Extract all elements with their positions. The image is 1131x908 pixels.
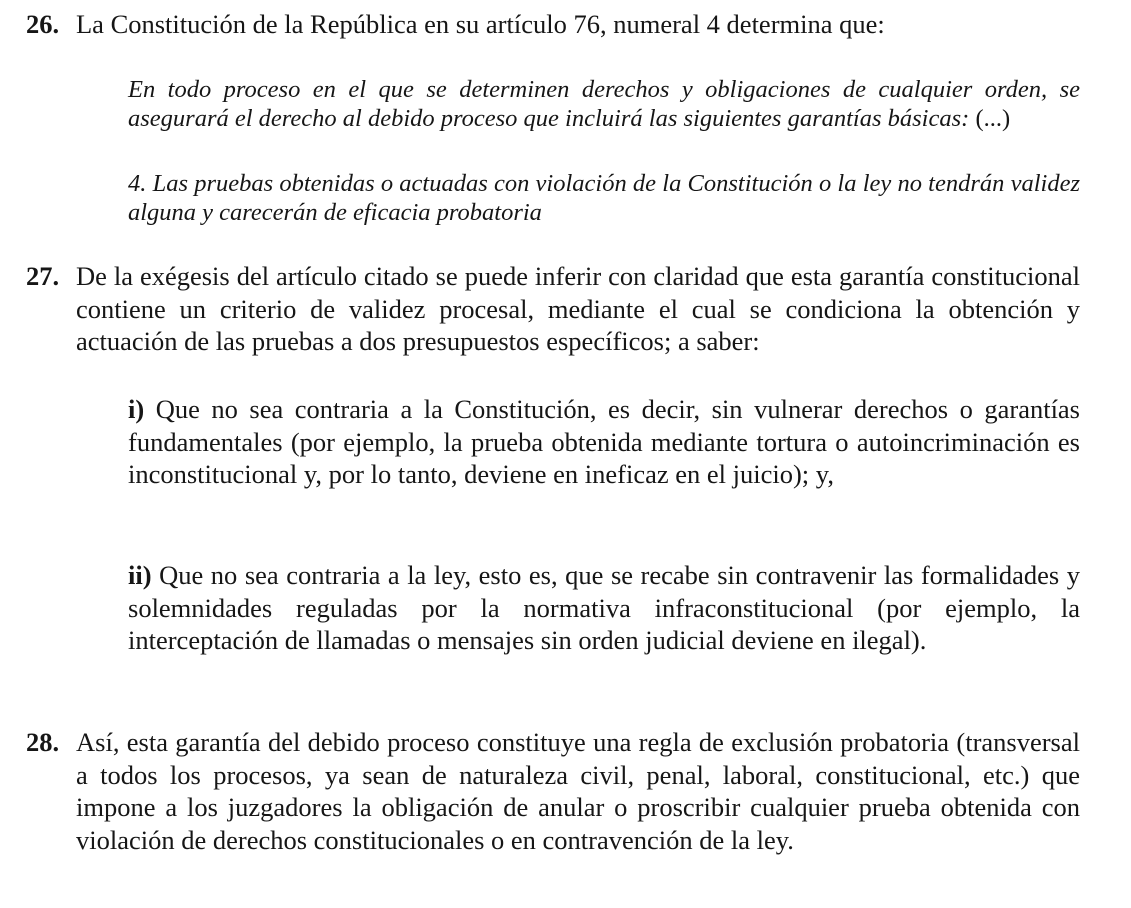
constitution-quote-numeral-4 (128, 170, 1080, 227)
paragraph-number: 26. (26, 9, 60, 39)
paragraph-text: De la exégesis del artículo citado se puede inferir con claridad que esta garantía constitucional contiene un criterio de validez procesal, mediante el cual se condiciona la obtención y actuación de las pruebas a dos presupuestos específicos; a saber: (76, 261, 1080, 356)
list-marker: i) (128, 394, 156, 424)
quote-text: En todo proceso en el que se determinen derechos y obligaciones de cualquier orden, se asegurará el derecho al debido proceso que incluirá las siguientes garantías básicas: (128, 76, 1080, 132)
list-marker: ii) (128, 560, 160, 590)
paragraph-28 (26, 726, 1080, 891)
paragraph-number: 27. (26, 261, 60, 291)
paragraph-text: La Constitución de la República en su artículo 76, numeral 4 determina que: (76, 9, 885, 39)
quote-text: 4. Las pruebas obtenidas o actuadas con violación de la Constitución o la ley no tendrán validez alguna y carecerán de eficacia probatoria (128, 170, 1080, 226)
list-item-ii (128, 559, 1080, 657)
paragraph-27 (26, 260, 1080, 360)
paragraph-text: Así, esta garantía del debido proceso constituye una regla de exclusión probatoria (transversal a todos los procesos, ya sean de naturaleza civil, penal, laboral, constitucional, etc.) que impone a los juzgadores la obligación de anular o proscribir cualquier prueba obtenida con violación de derechos constitucionales o en contravención de la ley. (76, 727, 1080, 855)
quote-ellipsis: (...) (975, 104, 1011, 132)
list-item-text: Que no sea contraria a la ley, esto es, que se recabe sin contravenir las formalidades y solemnidades reguladas por la normativa infraconstitucional (por ejemplo, la interceptación de llamadas o mensajes sin orden judicial deviene en ilegal). (128, 560, 1080, 655)
constitution-quote-intro (128, 76, 1080, 133)
paragraph-number: 28. (26, 727, 60, 757)
paragraph-26 (26, 8, 1080, 42)
list-item-text: Que no sea contraria a la Constitución, es decir, sin vulnerar derechos o garantías fundamentales (por ejemplo, la prueba obtenida mediante tortura o autoincriminación es inconstitucional y, por lo tanto, deviene en ineficaz en el juicio); y, (128, 394, 1080, 489)
list-item-i (128, 393, 1080, 491)
